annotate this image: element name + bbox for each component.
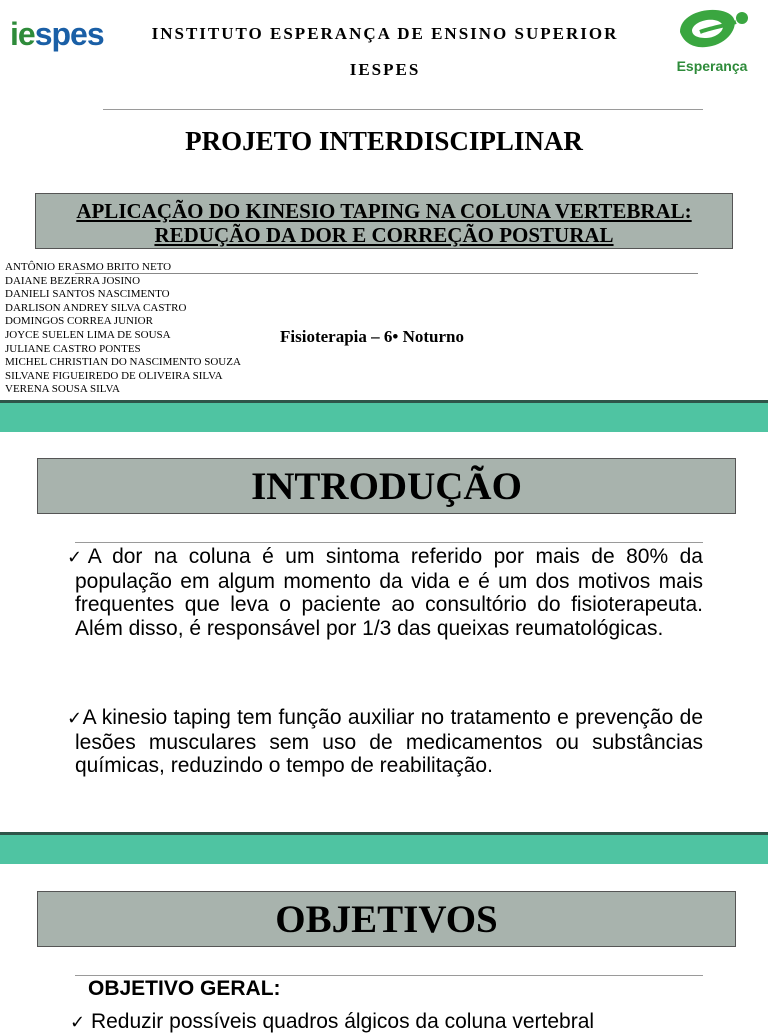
- subtitle-line-1: APLICAÇÃO DO KINESIO TAPING NA COLUNA VERTEBRAL:: [76, 199, 692, 223]
- institution-abbr: IESPES: [349, 60, 421, 79]
- intro-divider: [75, 542, 703, 543]
- objective-item-text: Reduzir possíveis quadros álgicos da coluna vertebral: [90, 1010, 595, 1033]
- author-item: JULIANE CASTRO PONTES: [5, 342, 141, 355]
- institution-name: INSTITUTO ESPERANÇA DE ENSINO SUPERIOR: [151, 24, 619, 43]
- logo-part-ie: ie: [10, 16, 35, 52]
- authors-list: [5, 261, 241, 397]
- checkmark-icon: ✓: [67, 708, 83, 729]
- author-item: DANIELI SANTOS NASCIMENTO: [5, 288, 170, 301]
- author-item: SILVANE FIGUEIREDO DE OLIVEIRA SILVA: [5, 369, 223, 382]
- intro-paragraph-text: A kinesio taping tem função auxiliar no tratamento e prevenção de lesões musculares sem uso de medicamentos ou substâncias químicas, reduzindo o tempo de reabilitação.: [75, 706, 703, 777]
- author-item: DOMINGOS CORREA JUNIOR: [5, 315, 153, 328]
- author-item: JOYCE SUELEN LIMA DE SOUSA: [5, 328, 171, 341]
- logo-part-spes: spes: [34, 16, 104, 52]
- iespes-logo: [10, 14, 104, 54]
- checkmark-icon: ✓: [67, 547, 88, 568]
- intro-paragraph-2: [67, 706, 703, 778]
- author-item: DAIANE BEZERRA JOSINO: [5, 274, 141, 287]
- intro-paragraph-text: A dor na coluna é um sintoma referido por mais de 80% da população em algum momento da vida e é um dos motivos mais frequentes que leva o paciente ao consultório do fisioterapeuta. Além disso, é responsável por 1/3 das queixas reumatológicas.: [75, 545, 703, 640]
- objective-item-1: [70, 1010, 706, 1035]
- checkmark-icon: ✓: [70, 1012, 86, 1033]
- course-label: Fisioterapia – 6• Noturno: [280, 327, 464, 346]
- objectives-heading: OBJETIVOS: [37, 891, 736, 947]
- author-item: DARLISON ANDREY SILVA CASTRO: [5, 301, 187, 314]
- author-item: MICHEL CHRISTIAN DO NASCIMENTO SOUZA: [5, 356, 241, 369]
- project-subtitle-box: [35, 193, 733, 249]
- author-item: VERENA SOUSA SILVA: [5, 383, 120, 396]
- esperanca-logo-text: Esperança: [676, 58, 748, 74]
- page-separator-band: [0, 403, 768, 432]
- introduction-heading: INTRODUÇÃO: [37, 458, 736, 514]
- header-divider: [103, 109, 703, 110]
- subtitle-line-2: REDUÇÃO DA DOR E CORREÇÃO POSTURAL: [154, 223, 614, 247]
- project-title: PROJETO INTERDISCIPLINAR: [185, 126, 583, 156]
- intro-paragraph-1: [67, 545, 703, 640]
- author-item: ANTÔNIO ERASMO BRITO NETO: [5, 261, 172, 273]
- page-separator-band: [0, 835, 768, 864]
- objective-general-label: OBJETIVO GERAL:: [88, 977, 281, 1000]
